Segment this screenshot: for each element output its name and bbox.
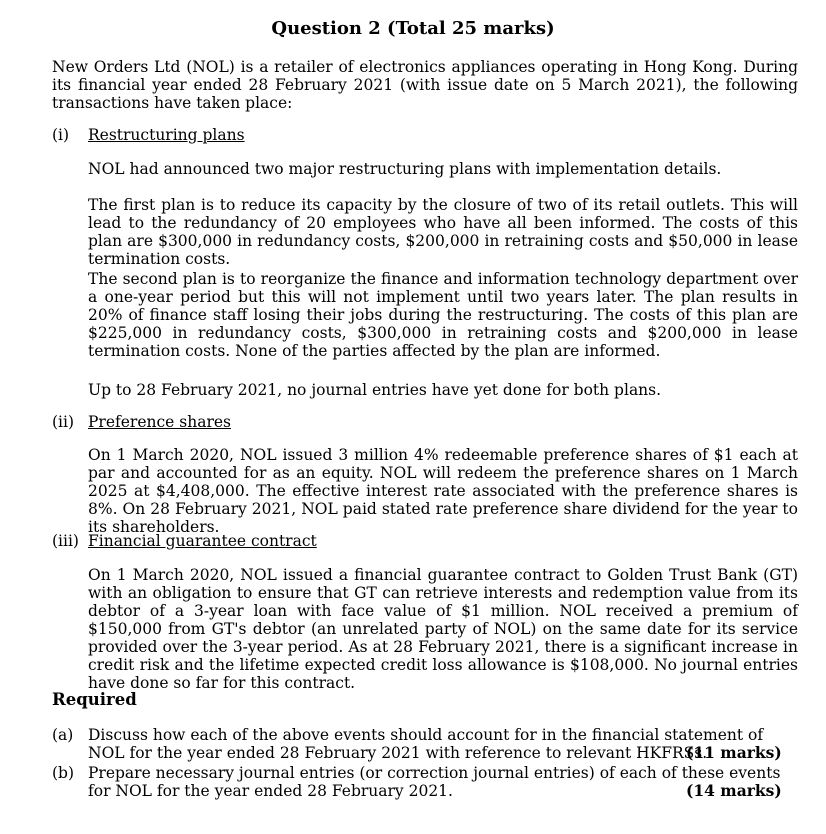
required-a-label: (a) <box>52 726 74 744</box>
section-ii-label: (ii) <box>52 413 75 431</box>
required-b-text: Prepare necessary journal entries (or correction journal entries) of each of these events for NOL for the year ended 28 February 2021. <box>88 764 781 800</box>
section-i-paragraph-1: NOL had announced two major restructuring plans with implementation details. <box>88 160 722 178</box>
required-b-marks: (14 marks) <box>686 781 782 800</box>
section-iii-paragraph-1: On 1 March 2020, NOL issued a financial guarantee contract to Golden Trust Bank (GT) with an obligation to ensure that GT can retrieve interests and redemption value from its debtor of a 3-year loan with face value of $1 million. NOL received a premium of $150,000 from GT's debtor (an unrelated party of NOL) on the same date for its service provided over the 3-year period. As at 28 February 2021, there is a significant increase in credit risk and the lifetime expected credit loss allowance is $108,000. No journal entries have done so far for this contract. <box>88 566 798 692</box>
section-iii-label: (iii) <box>52 532 79 550</box>
section-i-paragraph-3: The second plan is to reorganize the finance and information technology department over a one-year period but this will not implement until two years later. The plan results in 20% of finance staff losing their jobs during the restructuring. The costs of this plan are $225,000 in redundancy costs, $300,000 in retraining costs and $200,000 in lease termination costs. None of the parties affected by the plan are informed. <box>88 270 798 360</box>
intro-paragraph: New Orders Ltd (NOL) is a retailer of electronics appliances operating in Hong Kong. During its financial year ended 28 February 2021 (with issue date on 5 March 2021), the following transactions have taken place: <box>52 58 798 112</box>
question-title: Question 2 (Total 25 marks) <box>271 18 555 39</box>
required-heading: Required <box>52 690 137 709</box>
section-ii-heading: Preference shares <box>88 413 231 431</box>
section-i-heading: Restructuring plans <box>88 126 245 144</box>
section-i-paragraph-2: The first plan is to reduce its capacity by the closure of two of its retail outlets. This will lead to the redundancy of 20 employees who have all been informed. The costs of this plan are $300,000 in redundancy costs, $200,000 in retraining costs and $50,000 in lease termination costs. <box>88 196 798 268</box>
section-ii-paragraph-1: On 1 March 2020, NOL issued 3 million 4% redeemable preference shares of $1 each at par and accounted for as an equity. NOL will redeem the preference shares on 1 March 2025 at $4,408,000. The effective interest rate associated with the preference shares is 8%. On 28 February 2021, NOL paid stated rate preference share dividend for the year to its shareholders. <box>88 446 798 536</box>
required-a-text: Discuss how each of the above events should account for in the financial statement of NOL for the year ended 28 February 2021 with reference to relevant HKFRSs. <box>88 726 764 762</box>
section-iii-heading: Financial guarantee contract <box>88 532 317 550</box>
section-i-paragraph-4: Up to 28 February 2021, no journal entries have yet done for both plans. <box>88 381 662 399</box>
section-i-label: (i) <box>52 126 70 144</box>
required-b-label: (b) <box>52 764 75 782</box>
required-a-marks: (11 marks) <box>686 743 782 762</box>
